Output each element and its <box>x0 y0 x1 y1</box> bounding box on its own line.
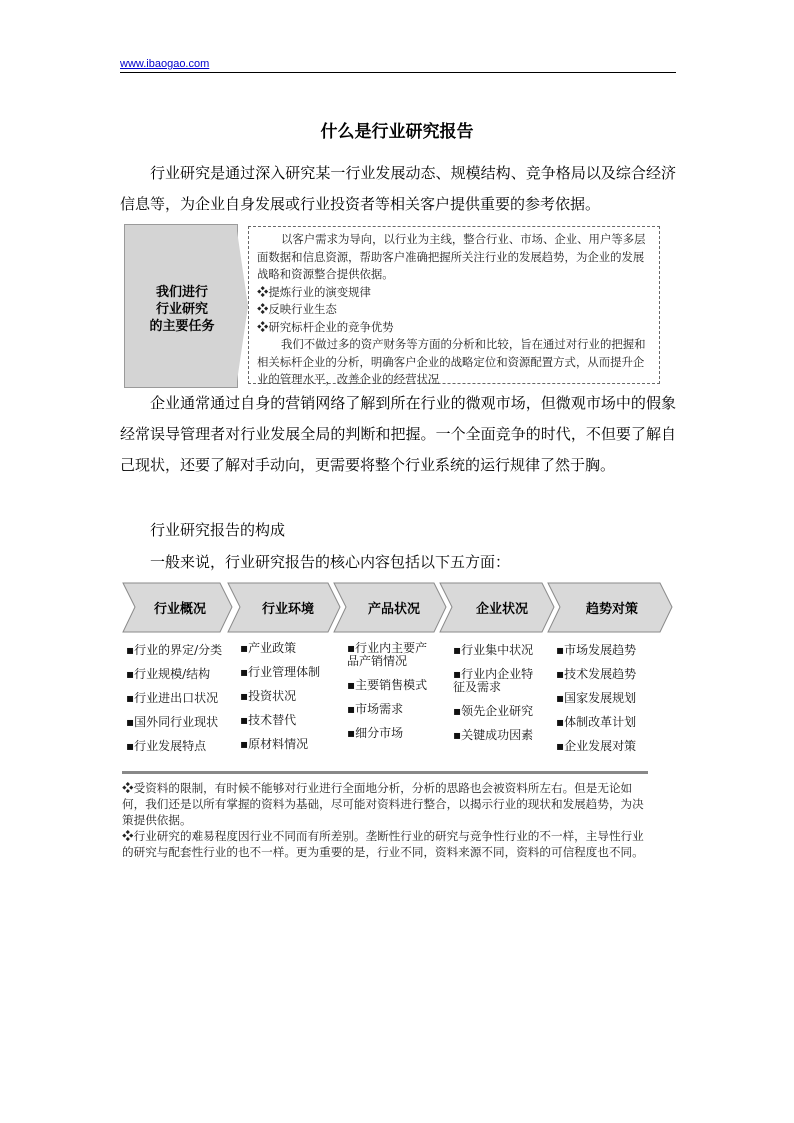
stage-label: 产品状况 <box>367 601 420 617</box>
list-item: ▪技术替代 <box>240 713 297 727</box>
list-item: ▪市场需求 <box>347 702 404 716</box>
stage-items-company <box>453 644 545 753</box>
list-item: ▪领先企业研究 <box>453 704 534 718</box>
task-bullet: ❖提炼行业的演变规律 <box>257 284 371 299</box>
stage-items-environment <box>240 642 340 762</box>
market-paragraph: 企业通常通过自身的营销网络了解到所在行业的微观市场，但微观市场中的假象经常误导管理者对行业发展全局的判断和把握。一个全面竞争的时代，不但要了解自己现状，还要了解对手动向，更需要将整个行业系统的运行规律了然于胸。 <box>120 394 676 474</box>
header-link[interactable]: www.ibaogao.com <box>120 58 210 70</box>
list-item: ▪主要销售模式 <box>347 678 428 692</box>
list-item: ▪原材料情况 <box>240 737 309 751</box>
list-item: ▪行业规模/结构 <box>126 667 211 681</box>
tasks-closing-text: 我们不做过多的资产财务等方面的分析和比较，旨在通过对行业的把握和相关标杆企业的分析，明确客户企业的战略定位和资源配置方式，从而提升企业的管理水平，改善企业的经营状况 <box>257 337 646 386</box>
task-bullet: ❖反映行业生态 <box>257 302 337 316</box>
list-item: ▪行业内主要产品产销情况 <box>347 641 428 668</box>
list-item: ▪投资状况 <box>240 689 297 703</box>
composition-heading: 行业研究报告的构成 <box>150 521 286 539</box>
page-title: 什么是行业研究报告 <box>320 122 474 142</box>
tasks-label-line: 我们进行 <box>155 285 208 300</box>
stage-label: 行业环境 <box>261 601 314 617</box>
list-item: ▪产业政策 <box>240 641 297 655</box>
stage-label: 企业状况 <box>475 601 528 617</box>
intro-paragraph: 行业研究是通过深入研究某一行业发展动态、规模结构、竞争格局以及综合经济信息等，为企业自身发展或行业投资者等相关客户提供重要的参考依据。 <box>120 164 676 213</box>
list-item: ▪行业发展特点 <box>126 739 207 753</box>
list-item: ▪行业集中状况 <box>453 643 534 657</box>
figure-divider <box>122 771 648 774</box>
report-structure-figure <box>122 582 676 882</box>
list-item: ▪行业管理体制 <box>240 665 321 679</box>
stage-items-overview <box>126 644 238 764</box>
composition-intro: 一般来说，行业研究报告的核心内容包括以下五方面： <box>150 553 511 571</box>
header-divider <box>120 72 676 73</box>
list-item: ▪细分市场 <box>347 726 404 740</box>
tasks-intro-text: 以客户需求为导向，以行业为主线，整合行业、市场、企业、用户等多层面数据和信息资源，帮助客户准确把握所关注行业的发展趋势，为企业的发展战略和资源整合提供依据。 <box>257 232 646 281</box>
stage-items-trend <box>556 644 666 764</box>
list-item: ▪行业的界定/分类 <box>126 643 223 657</box>
figure-notes <box>122 780 648 860</box>
list-item: ▪行业进出口状况 <box>126 691 219 705</box>
note-text: ❖行业研究的难易程度因行业不同而有所差别。垄断性行业的研究与竞争性行业的不一样，主导性行业的研究与配套性行业的也不一样。更为重要的是，行业不同，资料来源不同，资料的可信程度也不同。 <box>122 829 644 859</box>
research-tasks-figure <box>124 224 664 388</box>
tasks-description-box <box>248 226 660 384</box>
list-item: ▪市场发展趋势 <box>556 643 637 657</box>
tasks-label-line: 的主要任务 <box>149 319 215 334</box>
list-item: ▪行业内企业特征及需求 <box>453 667 534 694</box>
tasks-arrow <box>236 224 248 388</box>
tasks-label-line: 行业研究 <box>155 302 208 317</box>
list-item: ▪技术发展趋势 <box>556 667 637 681</box>
task-bullet: ❖研究标杆企业的竞争优势 <box>257 319 394 334</box>
list-item: ▪企业发展对策 <box>556 739 637 753</box>
stage-items-product <box>347 642 439 751</box>
list-item: ▪国外同行业现状 <box>126 715 219 729</box>
stage-label: 趋势对策 <box>585 601 638 617</box>
stage-label: 行业概况 <box>153 601 206 617</box>
note-text: ❖受资料的限制，有时候不能够对行业进行全面地分析，分析的思路也会被资料所左右。但是无论如何，我们还是以所有掌握的资料为基础，尽可能对资料进行整合，以揭示行业的现状和发展趋势，为决策提供依据。 <box>122 781 644 827</box>
tasks-label <box>132 284 232 335</box>
list-item: ▪国家发展规划 <box>556 691 637 705</box>
list-item: ▪体制改革计划 <box>556 715 637 729</box>
list-item: ▪关键成功因素 <box>453 728 534 742</box>
